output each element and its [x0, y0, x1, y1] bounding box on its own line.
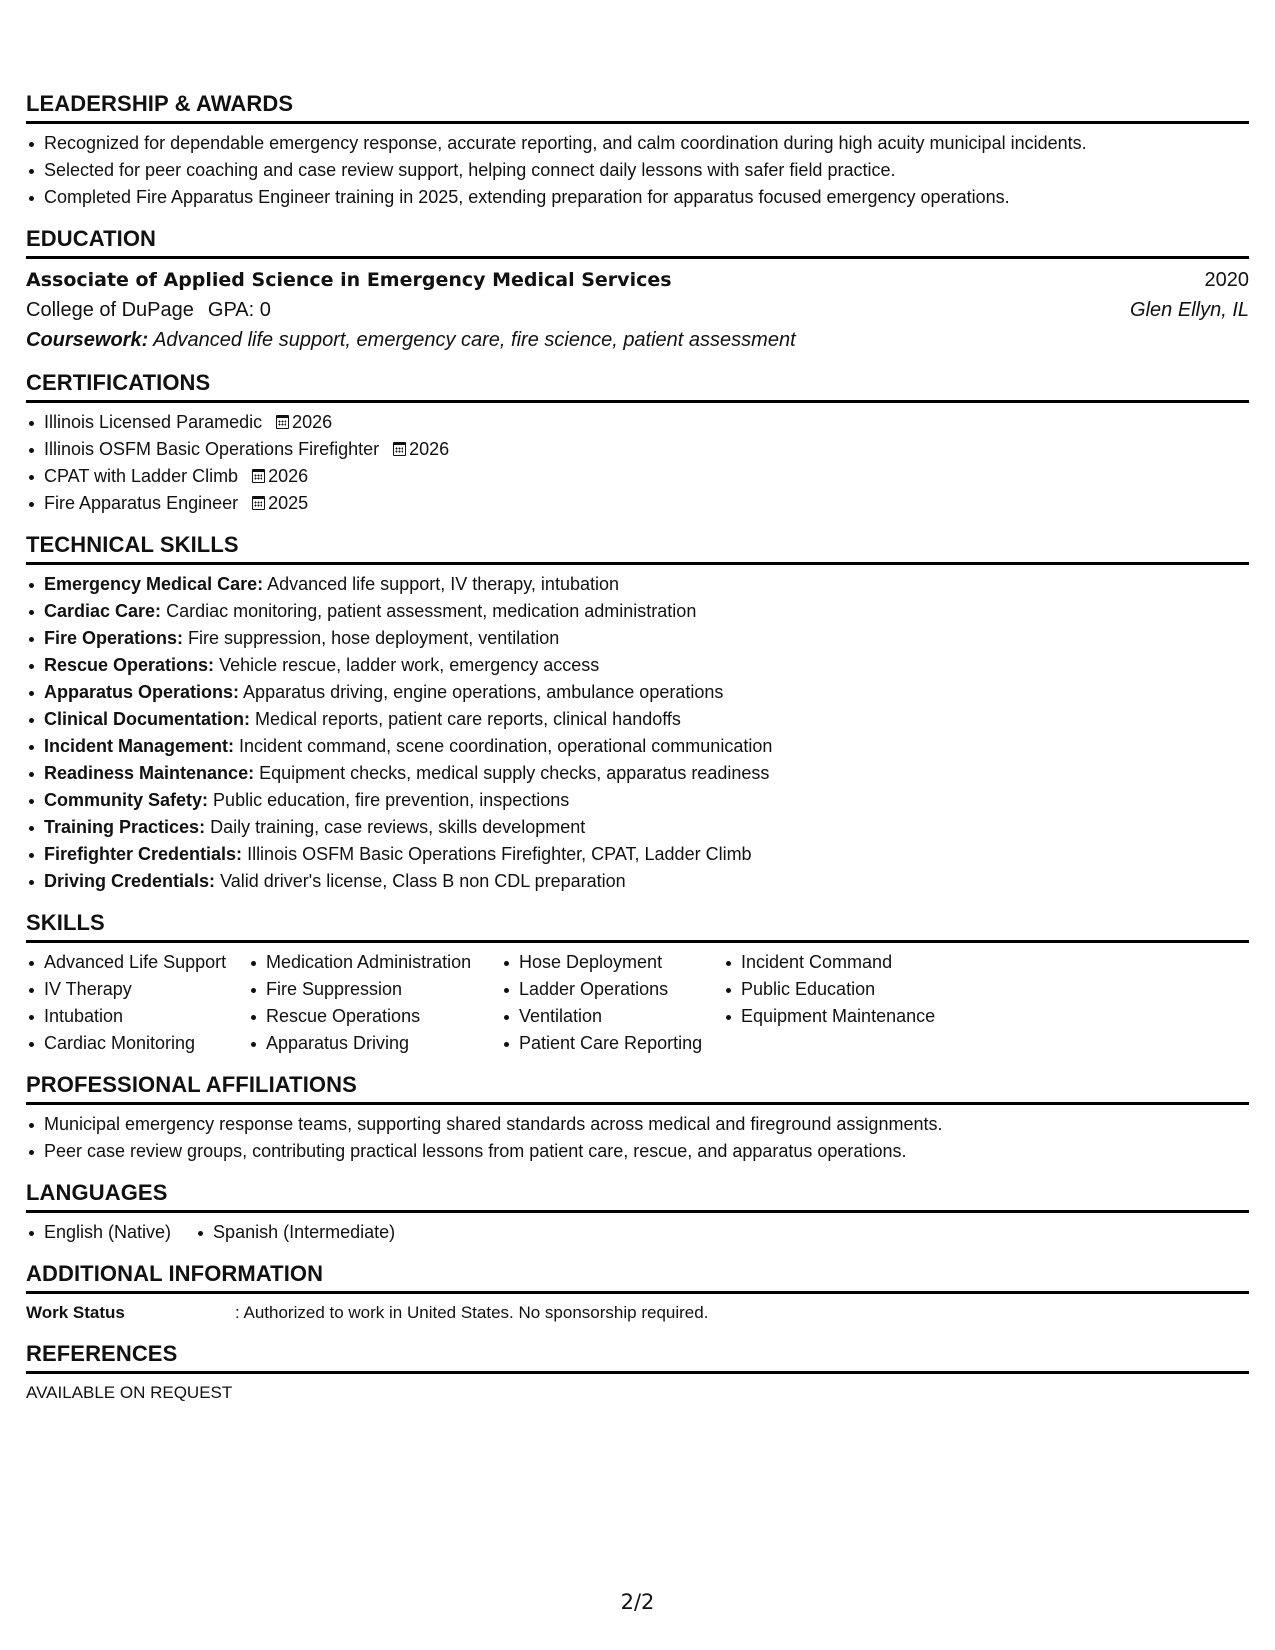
list-item	[26, 409, 1249, 436]
work-status-value: : Authorized to work in United States. No sponsorship required.	[235, 1303, 709, 1322]
calendar-icon	[276, 415, 289, 429]
additional-info-section	[26, 1260, 1249, 1326]
certification-name: Fire Apparatus Engineer	[44, 493, 239, 513]
education-school-row	[26, 295, 1249, 325]
skill-item: Cardiac Monitoring	[26, 1030, 248, 1057]
technical-skill-label: Training Practices:	[44, 817, 206, 837]
technical-skill-item	[26, 652, 1249, 679]
certification-year: 2026	[292, 412, 333, 432]
gpa: GPA: 0	[207, 299, 271, 321]
technical-skill-text: Incident command, scene coordination, operational communication	[239, 736, 773, 756]
skill-item: Advanced Life Support	[26, 949, 248, 976]
skill-item: Rescue Operations	[248, 1003, 501, 1030]
technical-skill-label: Apparatus Operations:	[44, 682, 240, 702]
technical-skills-section	[26, 531, 1249, 895]
certification-year: 2026	[268, 466, 309, 486]
skill-item: Patient Care Reporting	[501, 1030, 723, 1057]
section-title-skills: SKILLS	[26, 909, 1249, 943]
section-title-leadership: LEADERSHIP & AWARDS	[26, 90, 1249, 124]
skill-item: Intubation	[26, 1003, 248, 1030]
technical-skill-label: Emergency Medical Care:	[44, 574, 264, 594]
list-item: Municipal emergency response teams, supporting shared standards across medical and fireground assignments.	[26, 1111, 1249, 1138]
references-section	[26, 1340, 1249, 1406]
list-item: Completed Fire Apparatus Engineer training in 2025, extending preparation for apparatus focused emergency operations.	[26, 184, 1249, 211]
technical-skill-text: Illinois OSFM Basic Operations Firefighter, CPAT, Ladder Climb	[247, 844, 752, 864]
skill-item: Fire Suppression	[248, 976, 501, 1003]
skill-item: Ladder Operations	[501, 976, 723, 1003]
technical-skill-item	[26, 814, 1249, 841]
education-degree-row	[26, 265, 1249, 295]
affiliations-section	[26, 1071, 1249, 1165]
calendar-icon	[252, 469, 265, 483]
skills-column	[501, 949, 723, 1057]
coursework-text: Advanced life support, emergency care, fire science, patient assessment	[153, 329, 796, 351]
section-title-additional-info: ADDITIONAL INFORMATION	[26, 1260, 1249, 1294]
affiliations-list	[26, 1111, 1249, 1165]
education-section	[26, 225, 1249, 355]
school-location: Glen Ellyn, IL	[1130, 299, 1249, 321]
section-title-technical-skills: TECHNICAL SKILLS	[26, 531, 1249, 565]
section-title-languages: LANGUAGES	[26, 1179, 1249, 1213]
graduation-year: 2020	[1204, 269, 1249, 291]
skill-item: IV Therapy	[26, 976, 248, 1003]
languages-row	[26, 1219, 1249, 1246]
leadership-section	[26, 90, 1249, 211]
skill-item: Apparatus Driving	[248, 1030, 501, 1057]
technical-skill-item	[26, 868, 1249, 895]
technical-skill-text: Vehicle rescue, ladder work, emergency access	[219, 655, 600, 675]
language-item: Spanish (Intermediate)	[195, 1219, 395, 1246]
technical-skill-text: Cardiac monitoring, patient assessment, medication administration	[166, 601, 697, 621]
resume-page	[26, 90, 1249, 1420]
skill-item: Incident Command	[723, 949, 983, 976]
technical-skill-label: Readiness Maintenance:	[44, 763, 255, 783]
technical-skill-text: Daily training, case reviews, skills development	[210, 817, 586, 837]
technical-skill-item	[26, 679, 1249, 706]
calendar-icon	[393, 442, 406, 456]
skills-grid	[26, 949, 1249, 1057]
references-text: AVAILABLE ON REQUEST	[26, 1383, 233, 1402]
technical-skill-text: Fire suppression, hose deployment, ventilation	[188, 628, 560, 648]
technical-skill-label: Community Safety:	[44, 790, 209, 810]
languages-section	[26, 1179, 1249, 1246]
section-title-certifications: CERTIFICATIONS	[26, 369, 1249, 403]
list-item: Selected for peer coaching and case review support, helping connect daily lessons with safer field practice.	[26, 157, 1249, 184]
technical-skills-list	[26, 571, 1249, 895]
technical-skill-text: Apparatus driving, engine operations, ambulance operations	[243, 682, 724, 702]
school-name: College of DuPage	[26, 299, 194, 321]
technical-skill-label: Rescue Operations:	[44, 655, 215, 675]
list-item	[26, 463, 1249, 490]
technical-skill-item	[26, 571, 1249, 598]
technical-skill-text: Valid driver's license, Class B non CDL preparation	[220, 871, 626, 891]
technical-skill-text: Medical reports, patient care reports, clinical handoffs	[255, 709, 681, 729]
certification-name: Illinois Licensed Paramedic	[44, 412, 263, 432]
certification-year: 2025	[268, 493, 309, 513]
technical-skill-text: Advanced life support, IV therapy, intubation	[267, 574, 619, 594]
section-title-education: EDUCATION	[26, 225, 1249, 259]
certification-name: CPAT with Ladder Climb	[44, 466, 239, 486]
certification-year: 2026	[409, 439, 450, 459]
section-title-affiliations: PROFESSIONAL AFFILIATIONS	[26, 1071, 1249, 1105]
technical-skill-item	[26, 598, 1249, 625]
calendar-icon	[252, 496, 265, 510]
leadership-list	[26, 130, 1249, 211]
technical-skill-label: Clinical Documentation:	[44, 709, 251, 729]
coursework-row	[26, 325, 1249, 355]
section-title-references: REFERENCES	[26, 1340, 1249, 1374]
list-item	[26, 436, 1249, 463]
technical-skill-label: Cardiac Care:	[44, 601, 162, 621]
skills-column	[723, 949, 983, 1057]
work-status-label: Work Status	[26, 1303, 125, 1322]
skill-item: Ventilation	[501, 1003, 723, 1030]
skill-item: Medication Administration	[248, 949, 501, 976]
certification-name: Illinois OSFM Basic Operations Firefighter	[44, 439, 380, 459]
technical-skill-label: Driving Credentials:	[44, 871, 216, 891]
skills-section	[26, 909, 1249, 1057]
technical-skill-item	[26, 760, 1249, 787]
technical-skill-item	[26, 841, 1249, 868]
language-item: English (Native)	[26, 1219, 171, 1246]
skill-item: Public Education	[723, 976, 983, 1003]
technical-skill-item	[26, 733, 1249, 760]
skills-column	[26, 949, 248, 1057]
skill-item: Hose Deployment	[501, 949, 723, 976]
technical-skill-label: Firefighter Credentials:	[44, 844, 243, 864]
coursework-label: Coursework:	[26, 329, 149, 351]
skill-item: Equipment Maintenance	[723, 1003, 983, 1030]
certifications-list	[26, 409, 1249, 517]
technical-skill-label: Incident Management:	[44, 736, 235, 756]
technical-skill-label: Fire Operations:	[44, 628, 184, 648]
list-item: Recognized for dependable emergency response, accurate reporting, and calm coordination during high acuity municipal incidents.	[26, 130, 1249, 157]
technical-skill-item	[26, 706, 1249, 733]
technical-skill-text: Equipment checks, medical supply checks, apparatus readiness	[259, 763, 770, 783]
work-status-row	[26, 1300, 1249, 1326]
list-item: Peer case review groups, contributing practical lessons from patient care, rescue, and apparatus operations.	[26, 1138, 1249, 1165]
certifications-section	[26, 369, 1249, 517]
list-item	[26, 490, 1249, 517]
technical-skill-text: Public education, fire prevention, inspections	[213, 790, 570, 810]
skills-column	[248, 949, 501, 1057]
technical-skill-item	[26, 787, 1249, 814]
technical-skill-item	[26, 625, 1249, 652]
page-number: 2/2	[620, 1590, 655, 1614]
degree-name: Associate of Applied Science in Emergency Medical Services	[26, 269, 672, 291]
